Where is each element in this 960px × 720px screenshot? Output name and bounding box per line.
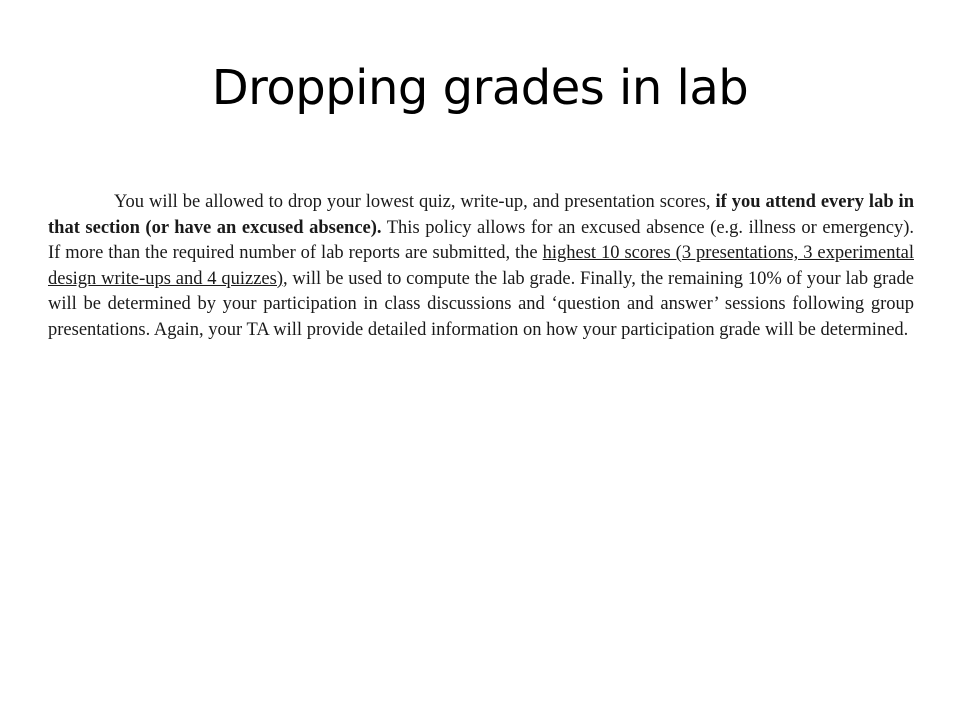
excerpt-text-intro: You will be allowed to drop your lowest quiz, write-up, and presentation scores, xyxy=(114,192,716,212)
excerpt-text-participation: , will be used to compute the lab grade. Finally, the remaining 10% of your lab grade will be determined by your participation in class discussions and ‘question and answer’ sessions following group presentations. Again, your TA will provide detailed information on how your participation grade will be determined. xyxy=(48,268,914,340)
excerpt-paragraph xyxy=(48,190,914,344)
syllabus-excerpt-image xyxy=(48,190,914,392)
excerpt-text-highest-scores: highest 10 scores (3 presentations, 3 experimental design write-ups and 4 quizzes) xyxy=(48,243,914,289)
slide-title: Dropping grades in lab xyxy=(211,60,749,116)
excerpt-text-policy: This policy allows for an excused absence (e.g. illness or emergency). If more than the required number of lab reports are submitted, the xyxy=(48,217,914,264)
excerpt-text-attendance-condition: if you attend every lab in that section (or have an excused absence). xyxy=(48,192,914,238)
